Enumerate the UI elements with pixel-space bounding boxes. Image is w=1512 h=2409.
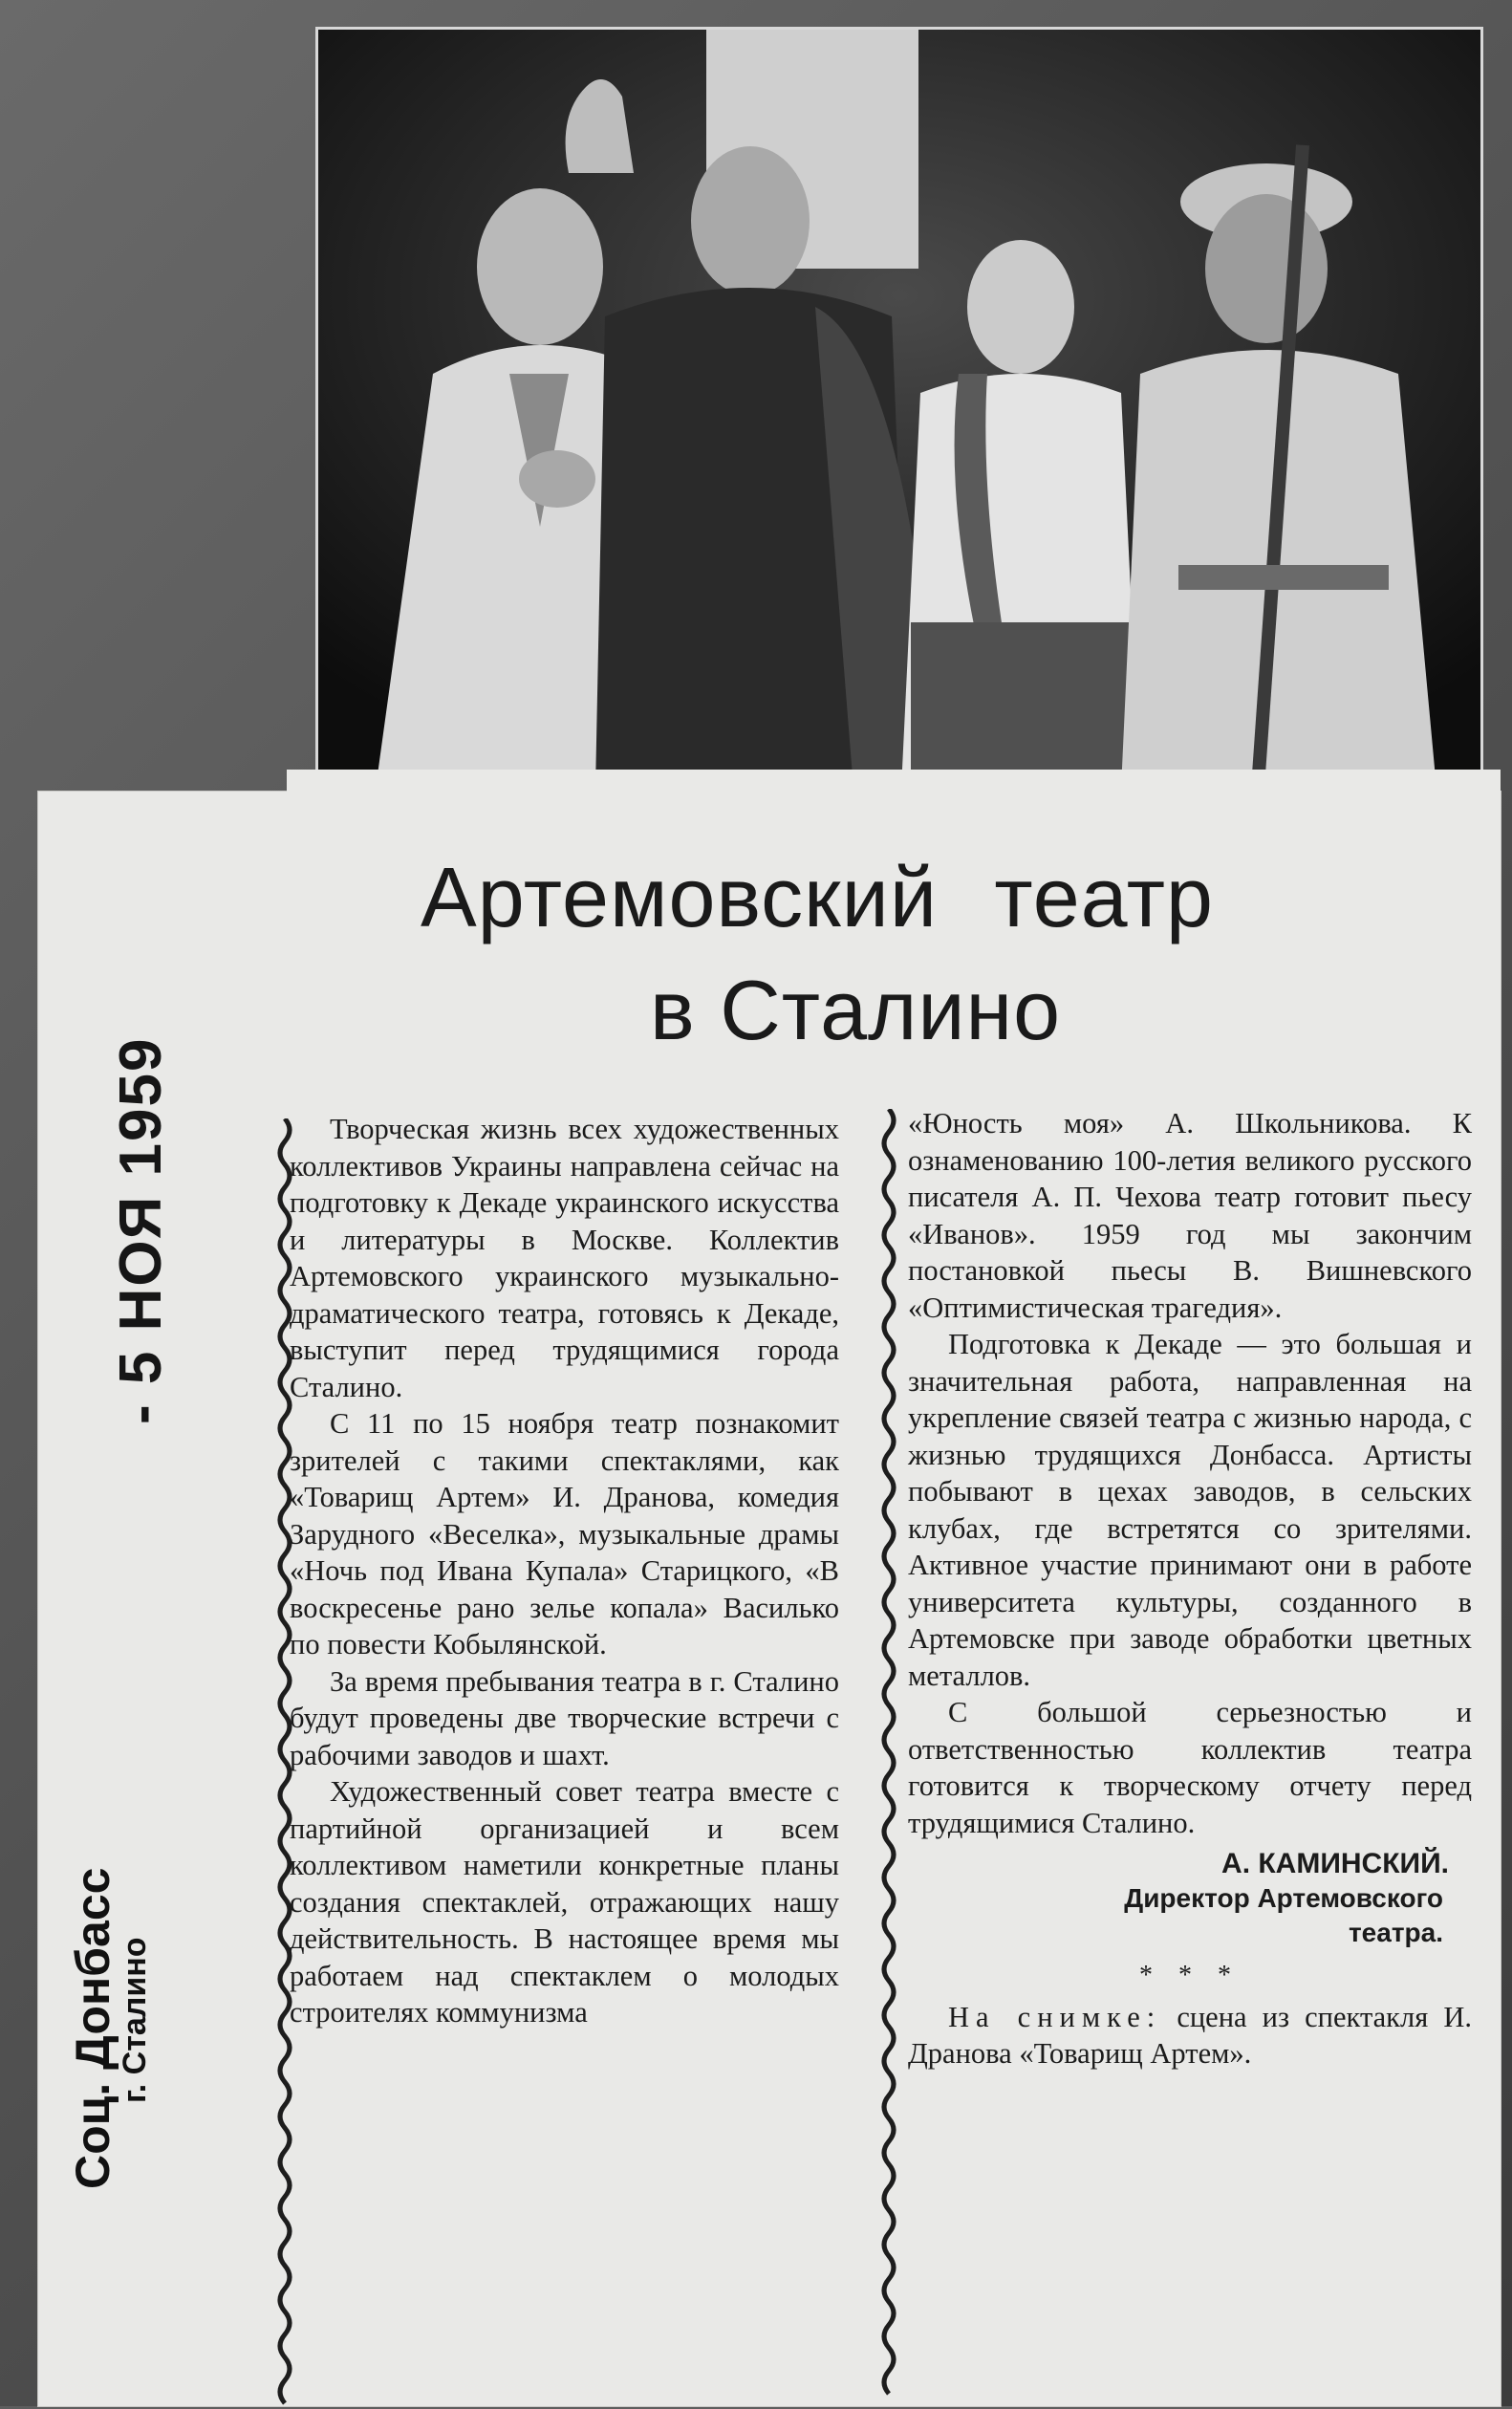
right-paragraph-1: «Юность моя» А. Школьникова. К ознаменованию 100-летия великого русского писателя А. П. Чехова театр готовит пьесу «Иванов». 1959 год мы закончим постановкой пьесы В. Вишневского «Оптимистическая трагедия». (908, 1107, 1472, 1324)
section-separator: * * * (1139, 1961, 1241, 1990)
article-headline (287, 841, 1434, 1067)
caption-text: сцена из спектакля И. Дранова «Товарищ Артем». (908, 2000, 1472, 2070)
author-title-line-1: Директор Артемовского (1124, 1883, 1443, 1913)
author-name: А. КАМИНСКИЙ. (1221, 1848, 1449, 1879)
bleed-through-mark (86, 832, 277, 864)
middle-wavy-rule (877, 1109, 900, 2399)
photo-caption (908, 1999, 1472, 2073)
author-signature (908, 1847, 1472, 1950)
city-note: г. Сталино (117, 1937, 153, 2103)
article-paper-top-edge (287, 770, 1501, 808)
article-right-column (908, 1105, 1472, 2073)
left-paragraph-4: Художественный совет театра вместе с партийной организацией и всем коллективом наметили конкретные планы создания спектаклей, отражающих нашу действительность. В настоящее время мы работаем над спектаклем о молодых строителях коммунизма (290, 1775, 839, 2029)
date-stamp: - 5 НОЯ 1959 (108, 1036, 174, 1424)
caption-lead: На снимке: (948, 2000, 1162, 2033)
left-paragraph-1: Творческая жизнь всех художественных коллективов Украины направлена сейчас на подготовку к Декаде украинского искусства и литературы в Москве. Коллектив Артемовского украинского музыкально-драматического театра, готовясь к Декаде, выступит перед трудящимися города Сталино. (290, 1113, 839, 1403)
stage-scene-illustration (318, 30, 1480, 789)
author-title-line-2: театра. (1348, 1918, 1443, 1947)
headline-line-1: Артемовский театр (421, 850, 1214, 944)
article-left-column (290, 1111, 839, 2031)
left-paragraph-2: С 11 по 15 ноября театр познакомит зрителей с такими спектаклями, как «Товарищ Артем» И. Дранова, комедия Зарудного «Веселка», музыкальные драмы «Ночь под Ивана Купала» Старицкого, «В воскресенье рано зелье копала» Василько по повести Кобылянской. (290, 1407, 839, 1660)
left-paragraph-3: За время пребывания театра в г. Сталино будут проведены две творческие встречи с рабочими заводов и шахт. (290, 1664, 839, 1771)
stage-photo (315, 27, 1483, 792)
newspaper-name-note: Соц. Донбасс (66, 1867, 119, 2189)
headline-line-2: в Сталино (650, 963, 1062, 1057)
right-paragraph-2: Подготовка к Декаде — это большая и значительная работа, направленная на укрепление связей театра с жизнью народа, с жизнью трудящихся Донбасса. Артисты побывают в цехах заводов, в сельских клубах, где встретятся со зрителями. Активное участие принимают они в работе университета культуры, созданного в Артемовске при заводе обработки цветных металлов. (908, 1328, 1472, 1692)
right-paragraph-3: С большой серьезностью и ответственностью коллектив театра готовится к творческому отчету перед трудящимися Сталино. (908, 1696, 1472, 1839)
